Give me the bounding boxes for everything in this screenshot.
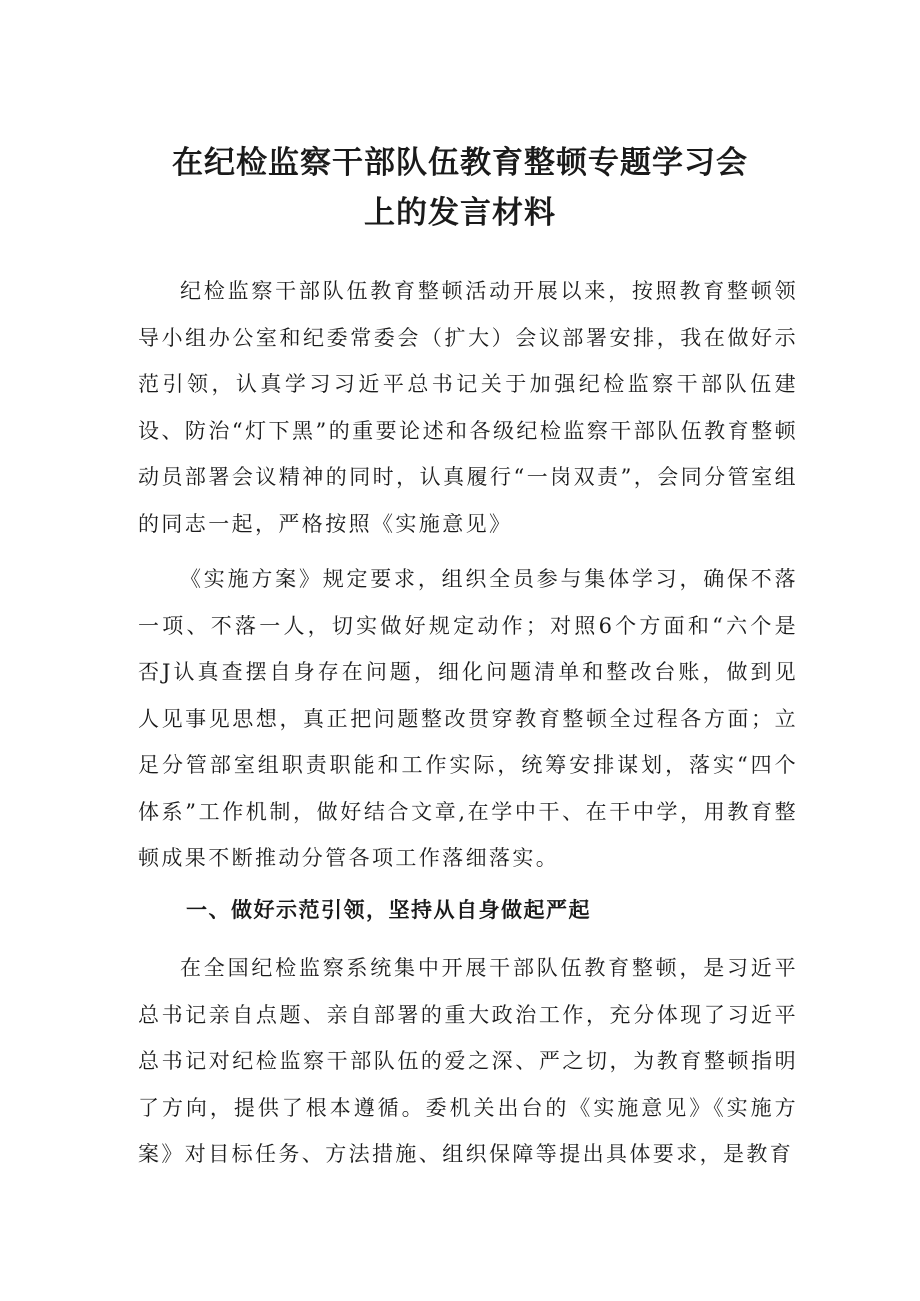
body-paragraph-2: 《实施方案》规定要求，组织全员参与集体学习，确保不落一项、不落一人，切实做好规定动作；对照6个方面和“六个是否J认真查摆自身存在问题，细化问题清单和整改台账，做到见人见事见思想，真正把问题整改贯穿教育整顿全过程各方面；立足分管部室组职责职能和工作实际，统筹安排谋划，落实“四个体系”工作机制，做好结合文章,在学中干、在干中学，用教育整顿成果不断推动分管各项工作落细落实。 <box>138 567 798 870</box>
body-paragraph-3: 在全国纪检监察系统集中开展干部队伍教育整顿，是习近平总书记亲自点题、亲自部署的重大政治工作，充分体现了习近平总书记对纪检监察干部队伍的爱之深、严之切，为教育整顿指明了方向，提供了根本遵循。委机关出台的《实施意见》《实施方案》对目标任务、方法措施、组织保障等提出具体要求，是教育 <box>138 956 798 1166</box>
document-title-line-1: 在纪检监察干部队伍教育整顿专题学习会 <box>172 145 748 181</box>
body-paragraph-1: 纪检监察干部队伍教育整顿活动开展以来，按照教育整顿领导小组办公室和纪委常委会（扩大）会议部署安排，我在做好示范引领，认真学习习近平总书记关于加强纪检监察干部队伍建设、防治“灯下黑”的重要论述和各级纪检监察干部队伍教育整顿动员部署会议精神的同时，认真履行“一岗双责”，会同分管室组的同志一起，严格按照《实施意见》 <box>138 279 798 536</box>
document-title-line-2: 上的发言材料 <box>364 195 556 231</box>
section-heading-1: 一、做好示范引领，坚持从自身做起严起 <box>186 898 591 922</box>
